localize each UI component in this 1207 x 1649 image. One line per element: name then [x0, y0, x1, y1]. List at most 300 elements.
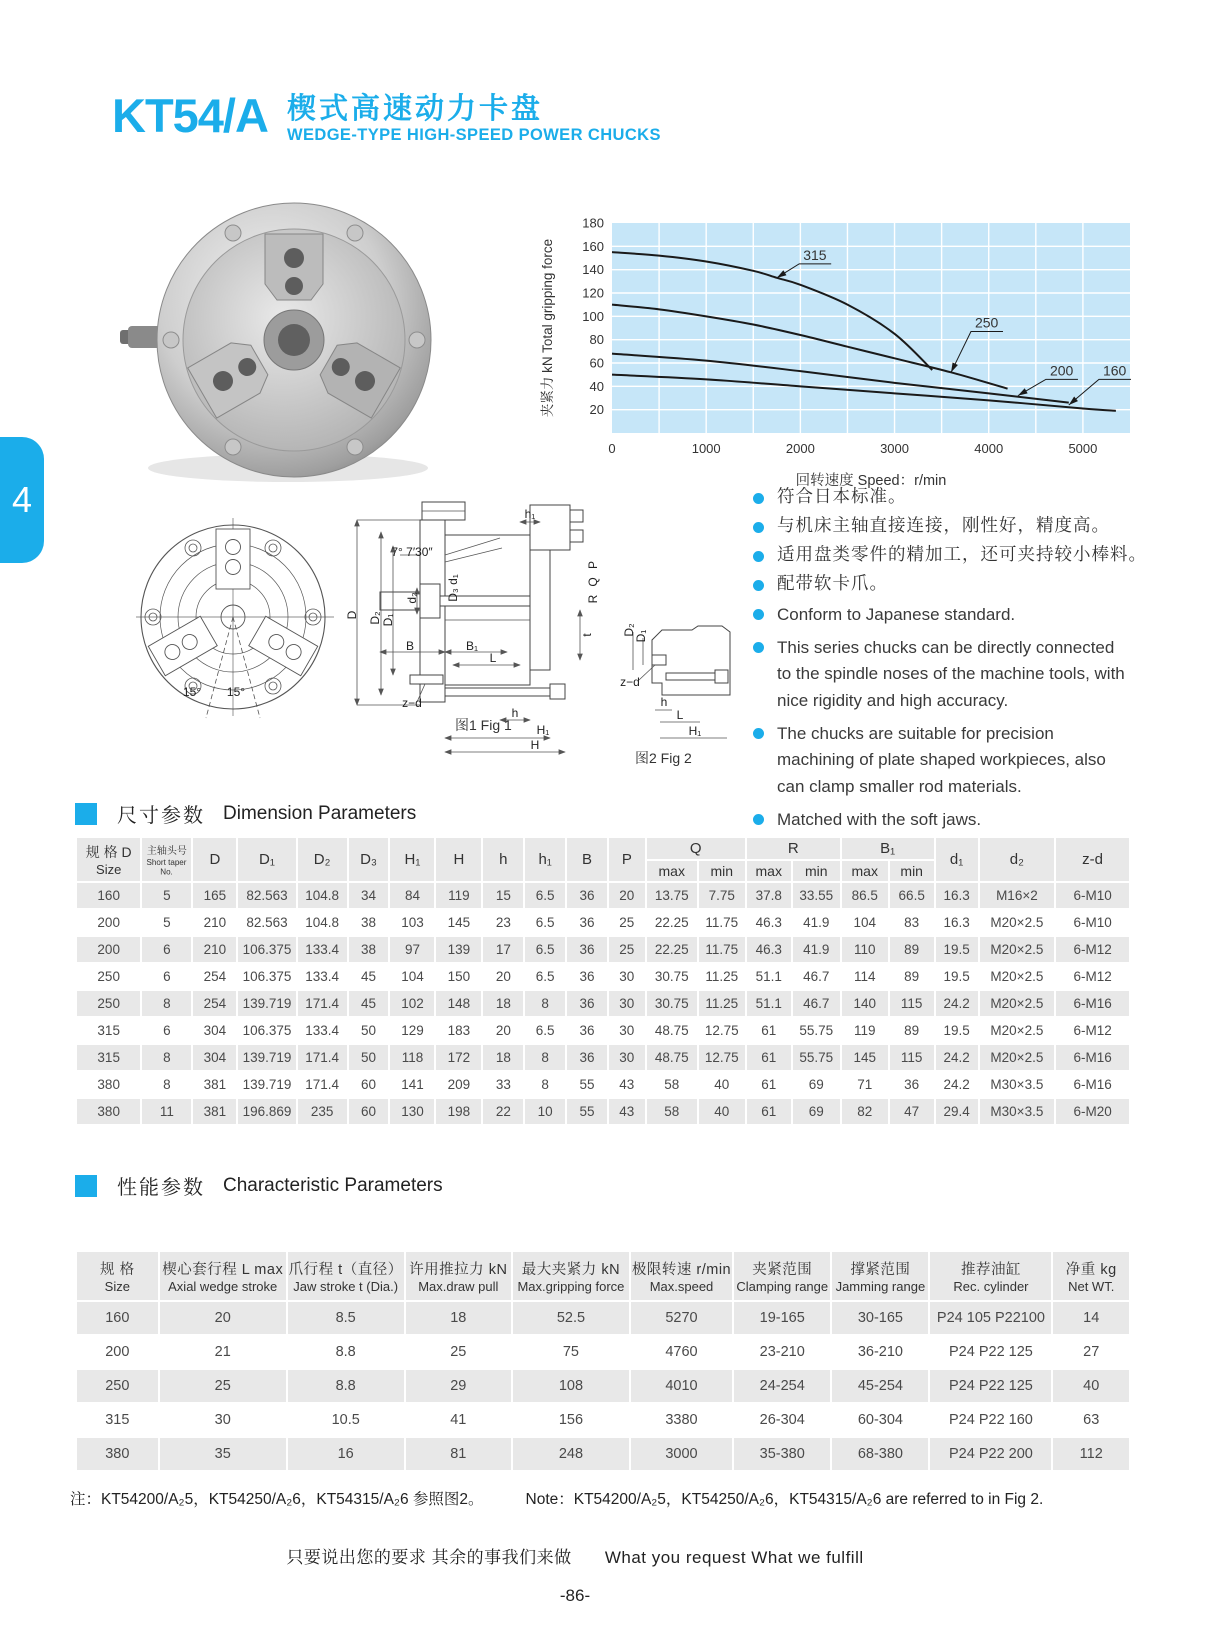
table-cell: 6-M20 — [1056, 1099, 1129, 1124]
dim-label-R: R — [586, 594, 600, 604]
table-cell: 133.4 — [298, 964, 347, 989]
table-cell: 5270 — [631, 1302, 732, 1334]
bullet-icon — [753, 493, 764, 504]
gripping-force-chart — [535, 188, 1147, 489]
table-cell: 50 — [349, 1018, 389, 1043]
table-cell: 36 — [567, 910, 607, 935]
table-cell: 254 — [193, 964, 236, 989]
table-cell: P24 P22 160 — [930, 1404, 1051, 1436]
table-cell: M20×2.5 — [980, 910, 1055, 935]
table-cell: 139.719 — [238, 991, 295, 1016]
table-row — [77, 1045, 1129, 1070]
svg-text:80: 80 — [589, 332, 604, 348]
table-cell: 8 — [142, 1072, 191, 1097]
table-row — [77, 1072, 1129, 1097]
svg-text:5000: 5000 — [1068, 441, 1098, 456]
table-cell: 141 — [390, 1072, 434, 1097]
bullet-icon — [753, 551, 764, 562]
table-cell: P24 105 P22100 — [930, 1302, 1051, 1334]
table-row — [77, 1438, 1129, 1470]
section-marker — [75, 803, 97, 825]
chuck-photo — [118, 198, 442, 490]
table-cell: 22 — [483, 1099, 523, 1124]
fig2-label-h: h — [660, 695, 668, 709]
table-cell: 8 — [525, 1072, 565, 1097]
table-cell: 250 — [77, 964, 140, 989]
table-cell: 20 — [483, 964, 523, 989]
dim-label-h1: h₁ — [524, 507, 536, 521]
table-cell: 103 — [390, 910, 434, 935]
table-cell: 46.7 — [793, 964, 840, 989]
table-cell: 6 — [142, 1018, 191, 1043]
page-number: -86- — [559, 1586, 591, 1605]
table-cell: 7.75 — [699, 883, 745, 908]
table-cell: 20 — [609, 883, 645, 908]
table-cell: 6-M16 — [1056, 1072, 1129, 1097]
footnote — [70, 1487, 1160, 1509]
table-cell: 71 — [842, 1072, 888, 1097]
table-cell: 114 — [842, 964, 888, 989]
table-cell: 104 — [390, 964, 434, 989]
table-cell: 8 — [525, 991, 565, 1016]
table-cell: 381 — [193, 1072, 236, 1097]
table-cell: 110 — [842, 937, 888, 962]
table-cell: 200 — [77, 1336, 158, 1368]
table-cell: 33 — [483, 1072, 523, 1097]
column-header: 净重 kg Net WT. — [1053, 1252, 1129, 1300]
svg-text:0: 0 — [608, 441, 616, 456]
table-cell: 198 — [436, 1099, 481, 1124]
section-title-cn: 性能参数 — [117, 1177, 205, 1199]
table-cell: 30 — [609, 1045, 645, 1070]
table-cell: 21 — [160, 1336, 286, 1368]
table-cell: 248 — [513, 1438, 629, 1470]
table-cell: 24.2 — [936, 991, 978, 1016]
table-cell: 6-M16 — [1056, 1045, 1129, 1070]
table-cell: 48.75 — [647, 1045, 697, 1070]
table-cell: 129 — [390, 1018, 434, 1043]
table-cell: 30 — [609, 964, 645, 989]
svg-text:160: 160 — [582, 238, 604, 254]
table-cell: 210 — [193, 910, 236, 935]
feature-item — [753, 635, 1125, 714]
table-cell: 63 — [1053, 1404, 1129, 1436]
svg-text:120: 120 — [582, 285, 604, 301]
table-cell: 38 — [349, 937, 389, 962]
table-cell: M30×3.5 — [980, 1099, 1055, 1124]
table-cell: 118 — [390, 1045, 434, 1070]
dim-label-D2: D₂ — [368, 611, 382, 625]
svg-text:100: 100 — [582, 308, 604, 324]
table-cell: 165 — [193, 883, 236, 908]
table-cell: 19.5 — [936, 1018, 978, 1043]
column-header: 规 格 Size — [77, 1252, 158, 1300]
table-cell: 6.5 — [525, 1018, 565, 1043]
table-cell: 250 — [77, 991, 140, 1016]
feature-item — [753, 602, 1125, 628]
table-cell: 183 — [436, 1018, 481, 1043]
table-cell: 36 — [890, 1072, 934, 1097]
table-cell: 24.2 — [936, 1045, 978, 1070]
table-cell: 61 — [747, 1018, 791, 1043]
column-header: 最大夹紧力 kN Max.gripping force — [513, 1252, 629, 1300]
footnote-en: Note：KT54200/A₂5，KT54250/A₂6，KT54315/A₂6 are referred to in Fig 2. — [525, 1491, 1044, 1508]
table-cell: 5 — [142, 910, 191, 935]
table-cell: 102 — [390, 991, 434, 1016]
dim-label-D1: D₁ — [381, 613, 395, 627]
table-cell: 315 — [77, 1018, 140, 1043]
table-cell: 196.869 — [238, 1099, 295, 1124]
dimension-section-header — [75, 799, 416, 828]
table-cell: 69 — [793, 1072, 840, 1097]
table-cell: 380 — [77, 1438, 158, 1470]
svg-text:3000: 3000 — [880, 441, 910, 456]
table-cell: 210 — [193, 937, 236, 962]
svg-text:2000: 2000 — [785, 441, 815, 456]
table-cell: 380 — [77, 1099, 140, 1124]
table-cell: 112 — [1053, 1438, 1129, 1470]
table-cell: 172 — [436, 1045, 481, 1070]
svg-text:250: 250 — [974, 314, 999, 331]
feature-text: 配带软卡爪。 — [777, 572, 888, 593]
table-cell: 12.75 — [699, 1018, 745, 1043]
table-cell: 140 — [842, 991, 888, 1016]
dimension-table — [75, 836, 1131, 1126]
table-cell: 29.4 — [936, 1099, 978, 1124]
table-cell: 254 — [193, 991, 236, 1016]
table-cell: 26-304 — [734, 1404, 830, 1436]
table-cell: 139.719 — [238, 1045, 295, 1070]
dim-label-D: D — [345, 610, 359, 620]
table-cell: 46.3 — [747, 937, 791, 962]
table-cell: 27 — [1053, 1336, 1129, 1368]
table-cell: 43 — [609, 1099, 645, 1124]
table-cell: 51.1 — [747, 991, 791, 1016]
table-cell: 145 — [842, 1045, 888, 1070]
svg-text:回转速度 Speed：r/min: 回转速度 Speed：r/min — [795, 473, 947, 489]
table-cell: 34 — [349, 883, 389, 908]
table-cell: 30 — [609, 991, 645, 1016]
dim-label-H1: H₁ — [536, 723, 550, 737]
table-cell: 89 — [890, 937, 934, 962]
fig2-label-L: L — [676, 708, 684, 722]
table-cell: 315 — [77, 1045, 140, 1070]
table-cell: 200 — [77, 937, 140, 962]
table-cell: 35 — [160, 1438, 286, 1470]
feature-text: The chucks are suitable for precision machining of plate shaped workpieces, also can clamp smaller rod materials. — [777, 723, 1106, 796]
force-speed-chart — [535, 188, 1147, 489]
table-cell: 145 — [436, 910, 481, 935]
table-cell: 139 — [436, 937, 481, 962]
dim-label-t: t — [580, 633, 594, 637]
table-cell: 66.5 — [890, 883, 934, 908]
table-cell: 25 — [609, 910, 645, 935]
table-cell: 139.719 — [238, 1072, 295, 1097]
table-header-row — [77, 1252, 1129, 1300]
column-header: 极限转速 r/min Max.speed — [631, 1252, 732, 1300]
chapter-tab — [0, 437, 44, 563]
table-cell: 82.563 — [238, 910, 295, 935]
table-cell: 30.75 — [647, 991, 697, 1016]
table-cell: 60 — [349, 1072, 389, 1097]
table-cell: 148 — [436, 991, 481, 1016]
table-cell: 30-165 — [832, 1302, 928, 1334]
table-cell: 6.5 — [525, 910, 565, 935]
footer-slogan — [0, 1543, 1150, 1568]
svg-text:315: 315 — [803, 246, 827, 263]
table-cell: 8 — [142, 991, 191, 1016]
svg-text:200: 200 — [1049, 362, 1074, 379]
section-title-en: Characteristic Parameters — [223, 1174, 443, 1196]
bullet-icon — [753, 580, 764, 591]
table-cell: 171.4 — [298, 1045, 347, 1070]
svg-text:60: 60 — [589, 355, 604, 371]
table-cell: 12.75 — [699, 1045, 745, 1070]
table-cell: 160 — [77, 1302, 158, 1334]
table-cell: 22.25 — [647, 937, 697, 962]
svg-text:1000: 1000 — [691, 441, 721, 456]
table-cell: 60-304 — [832, 1404, 928, 1436]
table-cell: 6 — [142, 964, 191, 989]
table-row — [77, 1370, 1129, 1402]
table-cell: 18 — [406, 1302, 511, 1334]
dim-label-D3d1: D₃ d₁ — [446, 574, 460, 602]
svg-text:40: 40 — [589, 378, 604, 394]
table-cell: 40 — [699, 1099, 745, 1124]
table-cell: 6-M10 — [1056, 883, 1129, 908]
table-cell: 81 — [406, 1438, 511, 1470]
table-cell: 20 — [160, 1302, 286, 1334]
table-cell: 25 — [609, 937, 645, 962]
table-cell: 86.5 — [842, 883, 888, 908]
table-cell: 156 — [513, 1404, 629, 1436]
table-cell: 16.3 — [936, 883, 978, 908]
dim-label-Q: Q — [586, 577, 600, 587]
dim-label-angle: 7° 7′30″ — [391, 545, 433, 559]
table-cell: 30 — [609, 1018, 645, 1043]
table-cell: 16.3 — [936, 910, 978, 935]
table-cell: 8.8 — [288, 1336, 404, 1368]
table-cell: M20×2.5 — [980, 937, 1055, 962]
table-cell: 24-254 — [734, 1370, 830, 1402]
dim-label-angle15-right: 15° — [226, 685, 246, 699]
table-cell: 33.55 — [793, 883, 840, 908]
table-row — [77, 991, 1129, 1016]
table-cell: 13.75 — [647, 883, 697, 908]
column-header: 推荐油缸 Rec. cylinder — [930, 1252, 1051, 1300]
svg-text:140: 140 — [582, 262, 604, 278]
features-en — [753, 602, 1155, 834]
feature-lists — [753, 486, 1155, 840]
table-cell: 6-M16 — [1056, 991, 1129, 1016]
feature-text: Matched with the soft jaws. — [777, 809, 982, 829]
fig2-label-zd: z−d — [620, 675, 640, 689]
table-cell: 40 — [699, 1072, 745, 1097]
table-cell: 315 — [77, 1404, 158, 1436]
table-cell: 69 — [793, 1099, 840, 1124]
dim-label-zd: z−d — [402, 696, 422, 710]
dim-label-L: L — [489, 651, 497, 665]
fig1-caption: 图1 Fig 1 — [455, 717, 512, 733]
table-cell: M16×2 — [980, 883, 1055, 908]
table-cell: 209 — [436, 1072, 481, 1097]
table-cell: 200 — [77, 910, 140, 935]
column-header: 爪行程 t（直径） Jaw stroke t (Dia.) — [288, 1252, 404, 1300]
section-title-en: Dimension Parameters — [223, 802, 417, 824]
bullet-icon — [753, 642, 764, 653]
table-cell: 10 — [525, 1099, 565, 1124]
table-row — [77, 1302, 1129, 1334]
table-cell: 30.75 — [647, 964, 697, 989]
table-cell: 108 — [513, 1370, 629, 1402]
dim-label-h: h — [511, 706, 519, 720]
table-cell: 18 — [483, 991, 523, 1016]
table-cell: P24 P22 125 — [930, 1370, 1051, 1402]
table-cell: 119 — [842, 1018, 888, 1043]
table-cell: 36 — [567, 1045, 607, 1070]
table-cell: 36 — [567, 883, 607, 908]
table-cell: 304 — [193, 1018, 236, 1043]
chapter-number: 4 — [11, 479, 33, 520]
table-cell: 25 — [406, 1336, 511, 1368]
table-cell: 8 — [525, 1045, 565, 1070]
table-cell: 104 — [842, 910, 888, 935]
table-cell: 160 — [77, 883, 140, 908]
table-cell: 22.25 — [647, 910, 697, 935]
feature-text: This series chucks can be directly connected to the spindle noses of the machine tools, with nice rigidity and high accuracy. — [777, 637, 1125, 710]
table-cell: 19-165 — [734, 1302, 830, 1334]
characteristic-table — [75, 1250, 1131, 1472]
table-cell: 19.5 — [936, 937, 978, 962]
table-cell: M20×2.5 — [980, 991, 1055, 1016]
table-cell: 36-210 — [832, 1336, 928, 1368]
table-cell: 41 — [406, 1404, 511, 1436]
table-cell: 24.2 — [936, 1072, 978, 1097]
table-cell: 83 — [890, 910, 934, 935]
table-cell: P24 P22 125 — [930, 1336, 1051, 1368]
table-cell: 119 — [436, 883, 481, 908]
table-cell: 10.5 — [288, 1404, 404, 1436]
feature-item — [753, 544, 1155, 566]
dim-label-B1: B₁ — [465, 639, 479, 653]
footnote-cn: 注：KT54200/A₂5，KT54250/A₂6，KT54315/A₂6 参照图2。 — [70, 1491, 484, 1508]
table-row — [77, 1018, 1129, 1043]
bullet-icon — [753, 609, 764, 620]
features-cn — [753, 486, 1155, 595]
table-cell: 3000 — [631, 1438, 732, 1470]
svg-text:160: 160 — [1102, 362, 1127, 379]
section-marker — [75, 1175, 97, 1197]
table-cell: 50 — [349, 1045, 389, 1070]
table-cell: 61 — [747, 1072, 791, 1097]
column-header: 许用推拉力 kN Max.draw pull — [406, 1252, 511, 1300]
perf-section-header — [75, 1171, 443, 1200]
table-cell: 18 — [483, 1045, 523, 1070]
fig2-label-D1: D₁ — [634, 629, 648, 643]
table-cell: 8.5 — [288, 1302, 404, 1334]
dim-label-P: P — [586, 560, 600, 570]
table-cell: 55 — [567, 1072, 607, 1097]
table-cell: 43 — [609, 1072, 645, 1097]
table-cell: M20×2.5 — [980, 1018, 1055, 1043]
feature-item — [753, 721, 1125, 800]
table-cell: 104.8 — [298, 883, 347, 908]
table-cell: 41.9 — [793, 910, 840, 935]
feature-item — [753, 573, 1155, 595]
table-row — [77, 964, 1129, 989]
table-cell: 171.4 — [298, 1072, 347, 1097]
page-title: KT54/A — [112, 89, 268, 142]
table-cell: 304 — [193, 1045, 236, 1070]
feature-text: 与机床主轴直接连接，刚性好，精度高。 — [777, 514, 1110, 535]
table-cell: 106.375 — [238, 1018, 295, 1043]
table-cell: 36 — [567, 964, 607, 989]
svg-text:20: 20 — [589, 402, 604, 418]
table-cell: 6 — [142, 937, 191, 962]
table-cell: 115 — [890, 991, 934, 1016]
table-cell: 45 — [349, 991, 389, 1016]
table-cell: 37.8 — [747, 883, 791, 908]
table-cell: 36 — [567, 937, 607, 962]
table-cell: 8 — [142, 1045, 191, 1070]
table-cell: 60 — [349, 1099, 389, 1124]
slogan-en: What you request What we fulfill — [604, 1548, 864, 1567]
table-cell: 11 — [142, 1099, 191, 1124]
fig2-label-D2: D₂ — [622, 623, 636, 637]
feature-item — [753, 486, 1155, 508]
table-cell: 11.25 — [699, 964, 745, 989]
table-cell: 55.75 — [793, 1045, 840, 1070]
table-cell: 17 — [483, 937, 523, 962]
feature-text: 适用盘类零件的精加工，还可夹持较小棒料。 — [777, 543, 1147, 564]
dim-label-d2: d₂ — [405, 592, 419, 604]
table-cell: 6-M12 — [1056, 964, 1129, 989]
section-title-cn: 尺寸参数 — [117, 805, 205, 827]
table-cell: 11.75 — [699, 910, 745, 935]
table-cell: 58 — [647, 1072, 697, 1097]
table-cell: 84 — [390, 883, 434, 908]
table-cell: 115 — [890, 1045, 934, 1070]
fig2-caption: 图2 Fig 2 — [635, 750, 692, 766]
table-cell: 3380 — [631, 1404, 732, 1436]
table-cell: 41.9 — [793, 937, 840, 962]
svg-text:180: 180 — [582, 215, 604, 231]
svg-text:夹紧力 kN Total gripping force: 夹紧力 kN Total gripping force — [540, 238, 555, 418]
table-cell: 6.5 — [525, 883, 565, 908]
table-cell: 19.5 — [936, 964, 978, 989]
table-cell: 381 — [193, 1099, 236, 1124]
table-cell: 40 — [1053, 1370, 1129, 1402]
table-cell: 36 — [567, 991, 607, 1016]
table-cell: 58 — [647, 1099, 697, 1124]
table-cell: 4760 — [631, 1336, 732, 1368]
table-cell: 48.75 — [647, 1018, 697, 1043]
table-cell: M30×3.5 — [980, 1072, 1055, 1097]
table-cell: 47 — [890, 1099, 934, 1124]
bullet-icon — [753, 728, 764, 739]
table-cell: 25 — [160, 1370, 286, 1402]
table-cell: 133.4 — [298, 1018, 347, 1043]
table-row — [77, 1099, 1129, 1124]
table-cell: 5 — [142, 883, 191, 908]
table-cell: 55 — [567, 1099, 607, 1124]
table-subheader-row: max min max min max min — [77, 861, 1129, 881]
product-title-en: WEDGE-TYPE HIGH-SPEED POWER CHUCKS — [287, 126, 661, 144]
feature-item — [753, 515, 1155, 537]
table-cell: 23 — [483, 910, 523, 935]
table-cell: 11.75 — [699, 937, 745, 962]
column-header: 楔心套行程 L max Axial wedge stroke — [160, 1252, 286, 1300]
